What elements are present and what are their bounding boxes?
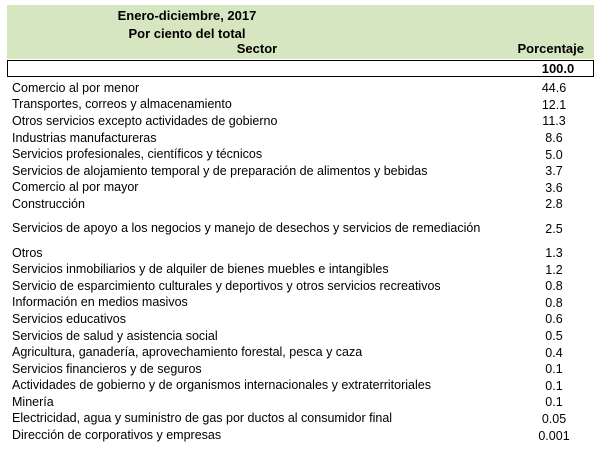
percentage-value: 44.6 xyxy=(541,81,567,96)
table-row xyxy=(7,97,594,114)
units-subtitle: Por ciento del total xyxy=(128,26,246,41)
sector-label: Servicio de esparcimiento culturales y deportivos y otros servicios recreativos xyxy=(12,278,441,293)
sector-label: Otros xyxy=(12,245,43,260)
sector-percentage-table xyxy=(7,5,594,444)
table-row xyxy=(7,361,594,378)
percentage-value: 11.3 xyxy=(542,114,566,129)
percentage-value: 2.5 xyxy=(545,221,563,236)
sector-label: Servicios inmobiliarios y de alquiler de bienes muebles e intangibles xyxy=(12,262,389,277)
sector-column-header: Sector xyxy=(236,41,278,56)
percentage-value: 0.05 xyxy=(541,411,567,426)
table-row xyxy=(7,146,594,163)
sector-label: Transportes, correos y almacenamiento xyxy=(12,97,232,112)
table-row xyxy=(7,196,594,213)
percentage-value: 5.0 xyxy=(545,147,563,162)
table-row xyxy=(7,180,594,197)
percentage-value: 0.8 xyxy=(545,279,563,294)
percentage-value: 0.001 xyxy=(538,428,570,443)
percentage-value: 0.1 xyxy=(545,395,563,410)
sector-label: Servicios de apoyo a los negocios y manejo de desechos y servicios de remediación xyxy=(12,221,481,236)
table-row xyxy=(7,427,594,444)
table-header xyxy=(7,5,594,59)
percentage-value: 3.7 xyxy=(545,164,563,179)
table-row xyxy=(7,213,594,245)
table-row xyxy=(7,113,594,130)
sector-label: Construcción xyxy=(12,196,85,211)
percentage-value: 0.6 xyxy=(545,312,563,327)
table-row xyxy=(7,394,594,411)
sector-label: Actividades de gobierno y de organismos internacionales y extraterritoriales xyxy=(12,378,431,393)
table-row xyxy=(7,163,594,180)
table-row xyxy=(7,245,594,262)
percentage-value: 0.4 xyxy=(545,345,563,360)
percentage-value: 1.2 xyxy=(545,262,563,277)
percentage-value: 0.1 xyxy=(545,362,563,377)
sector-label: Comercio al por mayor xyxy=(12,180,139,195)
percentage-column-header: Porcentaje xyxy=(517,41,584,56)
percentage-value: 0.5 xyxy=(545,329,563,344)
sector-label: Servicios profesionales, científicos y técnicos xyxy=(12,147,263,162)
table-row xyxy=(7,278,594,295)
table-row xyxy=(7,411,594,428)
table-row xyxy=(7,344,594,361)
percentage-value: 3.6 xyxy=(545,180,563,195)
sector-label: Minería xyxy=(12,394,54,409)
table-row xyxy=(7,378,594,395)
sector-label: Comercio al por menor xyxy=(12,80,140,95)
sector-label: Servicios educativos xyxy=(12,311,126,326)
table-row xyxy=(7,295,594,312)
sector-label: Dirección de corporativos y empresas xyxy=(12,428,222,443)
table-row xyxy=(7,328,594,345)
table-row xyxy=(7,80,594,97)
total-row xyxy=(7,60,594,77)
table-body xyxy=(7,80,594,444)
sector-label: Servicios financieros y de seguros xyxy=(12,361,202,376)
percentage-value: 0.1 xyxy=(545,378,563,393)
percentage-value: 0.8 xyxy=(545,295,563,310)
sector-label: Industrias manufactureras xyxy=(12,130,157,145)
table-row xyxy=(7,311,594,328)
percentage-value: 1.3 xyxy=(545,246,563,261)
percentage-value: 12.1 xyxy=(541,97,567,112)
table-row xyxy=(7,130,594,147)
period-title: Enero-diciembre, 2017 xyxy=(117,8,257,23)
total-value: 100.0 xyxy=(541,61,575,76)
percentage-value: 2.8 xyxy=(545,197,563,212)
sector-label: Electricidad, agua y suministro de gas por ductos al consumidor final xyxy=(12,411,393,426)
sector-label: Información en medios masivos xyxy=(12,295,188,310)
table-row xyxy=(7,261,594,278)
sector-label: Servicios de alojamiento temporal y de preparación de alimentos y bebidas xyxy=(12,163,428,178)
sector-label: Agricultura, ganadería, aprovechamiento forestal, pesca y caza xyxy=(12,345,363,360)
sector-label: Servicios de salud y asistencia social xyxy=(12,328,218,343)
percentage-value: 8.6 xyxy=(545,131,563,146)
sector-label: Otros servicios excepto actividades de gobierno xyxy=(12,113,278,128)
